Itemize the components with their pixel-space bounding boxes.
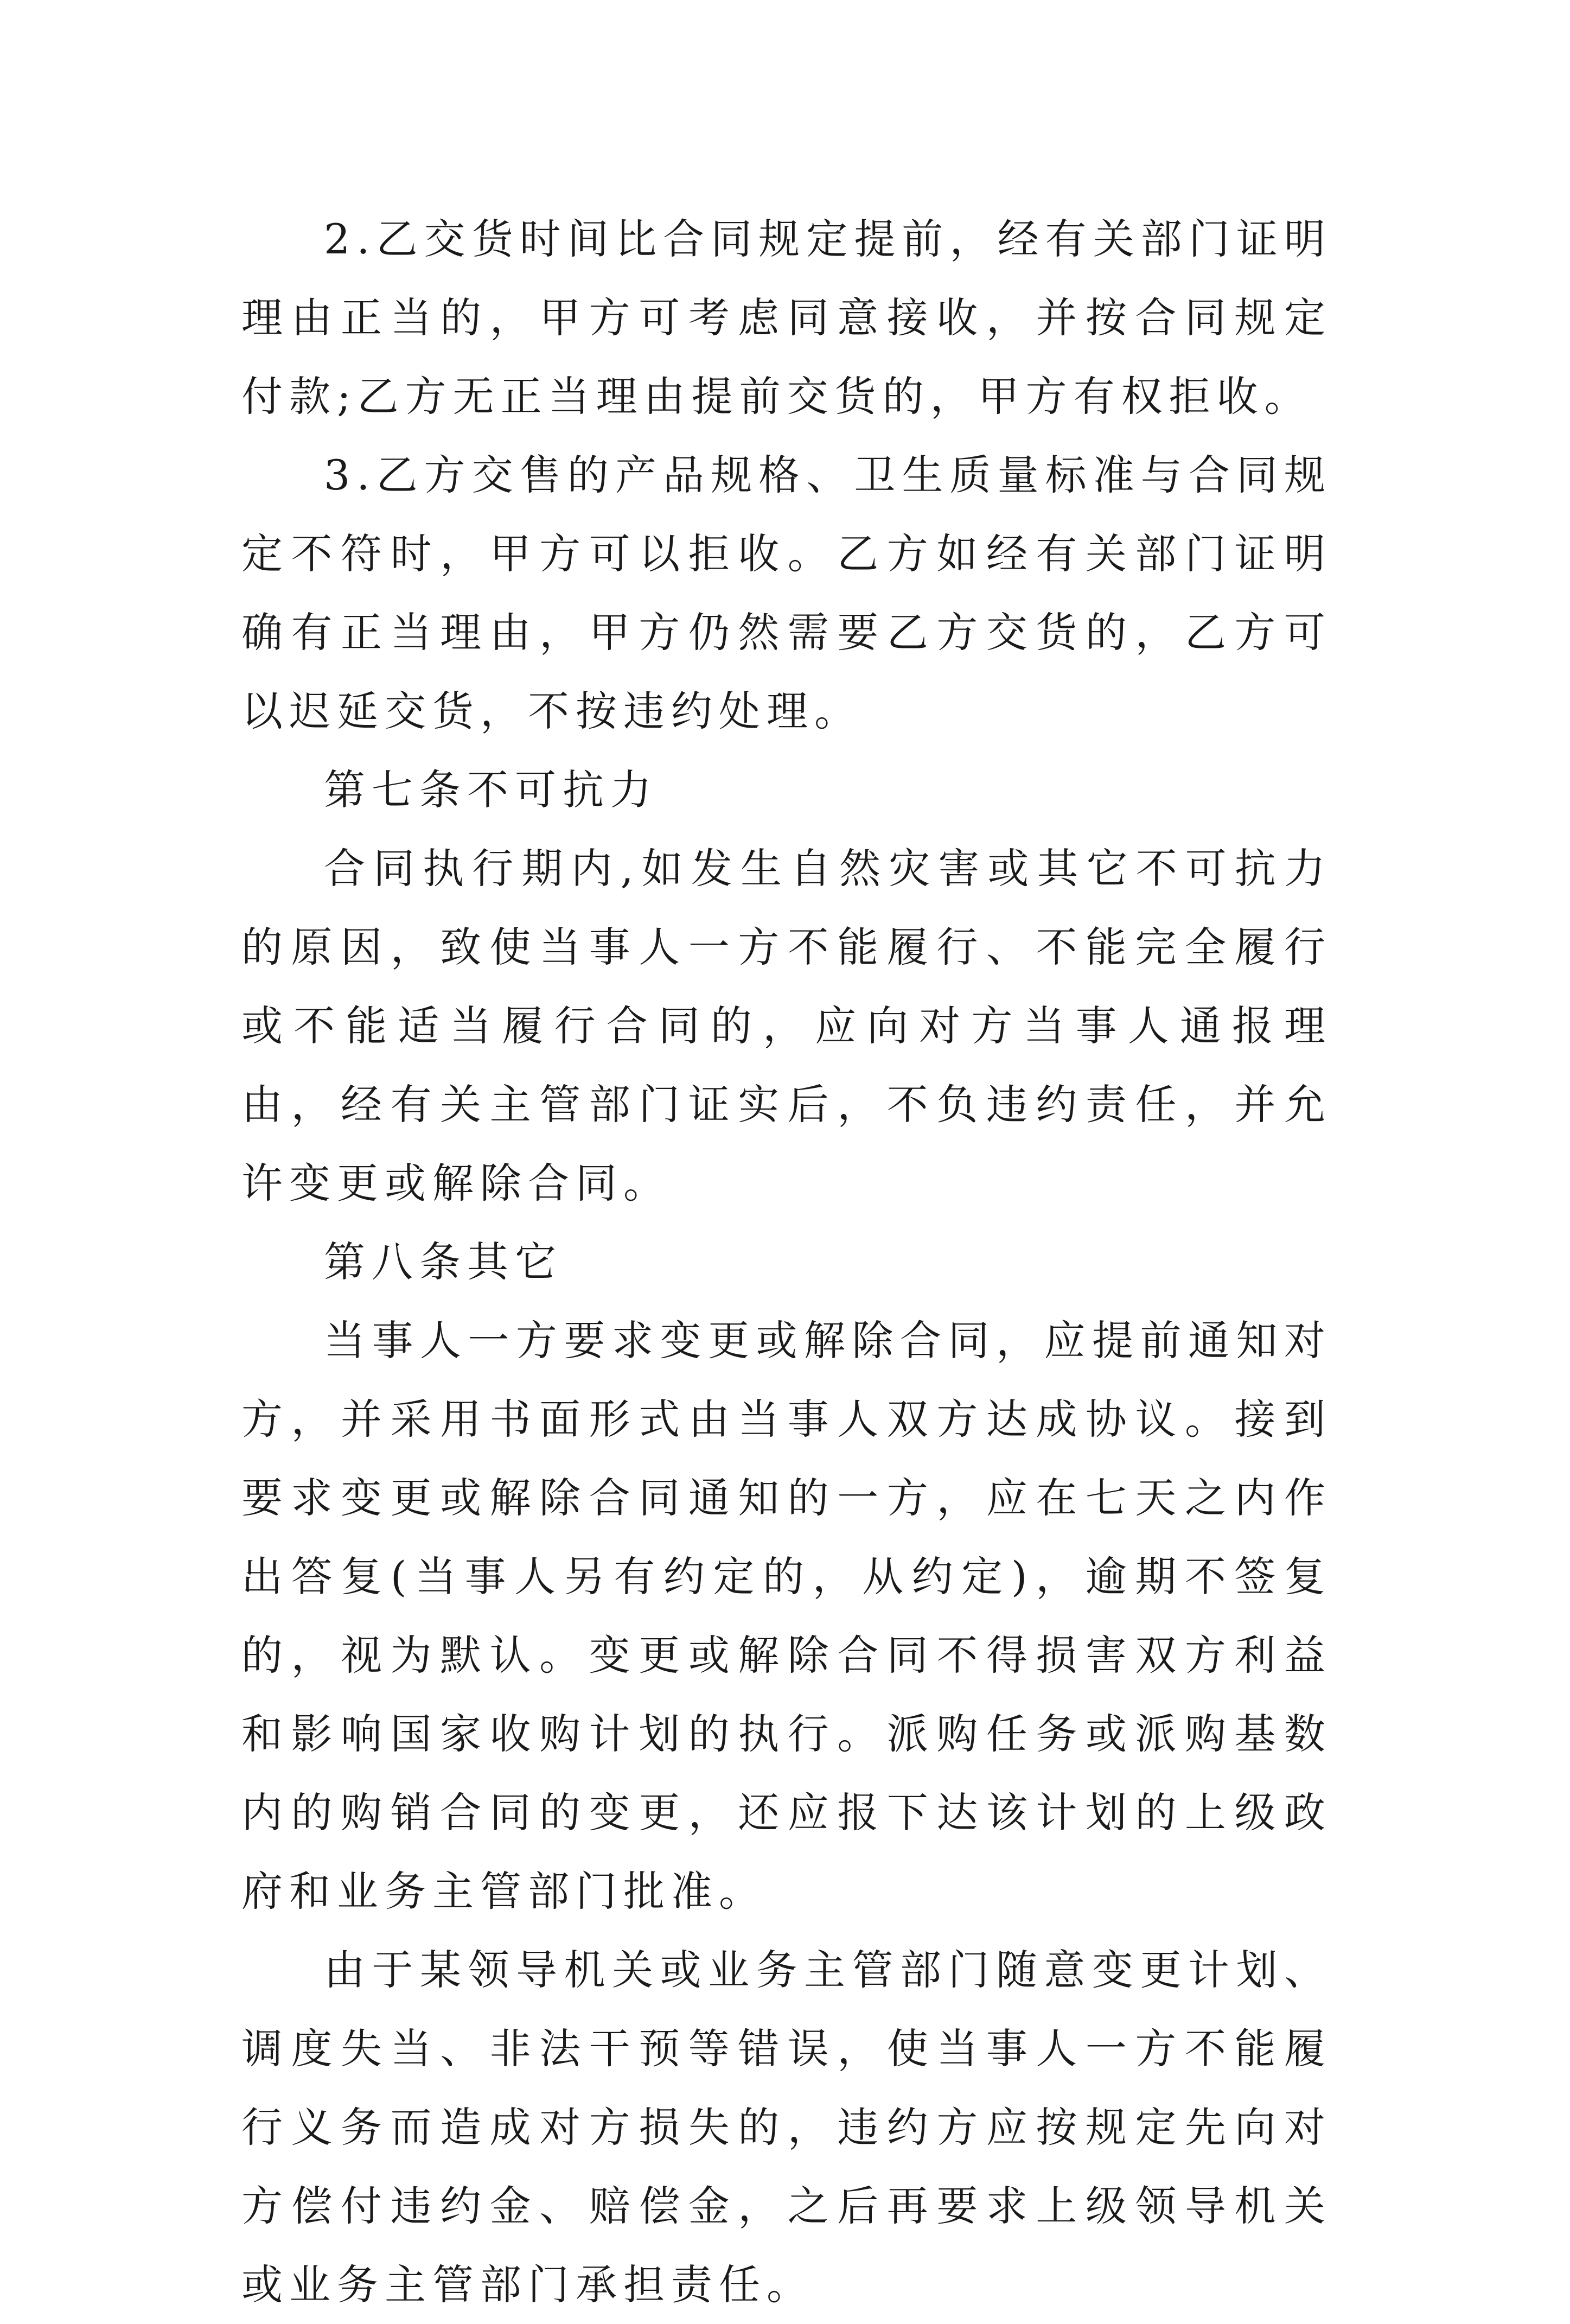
clause-8-body-paragraph-1: 当事人一方要求变更或解除合同，应提前通知对方，并采用书面形式由当事人双方达成协议。接到要求变更或解除合同通知的一方，应在七天之内作出答复(当事人另有约定的，从约定)，逾期不签复的，视为默认。变更或解除合同不得损害双方利益和影响国家收购计划的执行。派购任务或派购基数内的购销合同的变更，还应报下达该计划的上级政府和业务主管部门批准。 (241, 1316, 1332, 1915)
clause-7-body-paragraph: 合同执行期内,如发生自然灾害或其它不可抗力的原因，致使当事人一方不能履行、不能完全履行或不能适当履行合同的，应向对方当事人通报理由，经有关主管部门证实后，不负违约责任，并允许变更或解除合同。 (241, 844, 1332, 1207)
clause-8-heading: 第八条其它 (324, 1238, 563, 1286)
clause-6-item-3-paragraph: 3.乙方交售的产品规格、卫生质量标准与合同规定不符时，甲方可以拒收。乙方如经有关部门证明确有正当理由，甲方仍然需要乙方交货的，乙方可以迟延交货，不按违约处理。 (241, 451, 1332, 735)
clause-7-heading: 第七条不可抗力 (324, 766, 658, 814)
document-body (241, 200, 1332, 2324)
clause-6-item-2-paragraph: 2.乙交货时间比合同规定提前，经有关部门证明理由正当的，甲方可考虑同意接收，并按合同规定付款;乙方无正当理由提前交货的，甲方有权拒收。 (241, 215, 1332, 421)
clause-8-body-paragraph-2: 由于某领导机关或业务主管部门随意变更计划、调度失当、非法干预等错误，使当事人一方不能履行义务而造成对方损失的，违约方应按规定先向对方偿付违约金、赔偿金，之后再要求上级领导机关或业务主管部门承担责任。 (241, 1946, 1332, 2309)
